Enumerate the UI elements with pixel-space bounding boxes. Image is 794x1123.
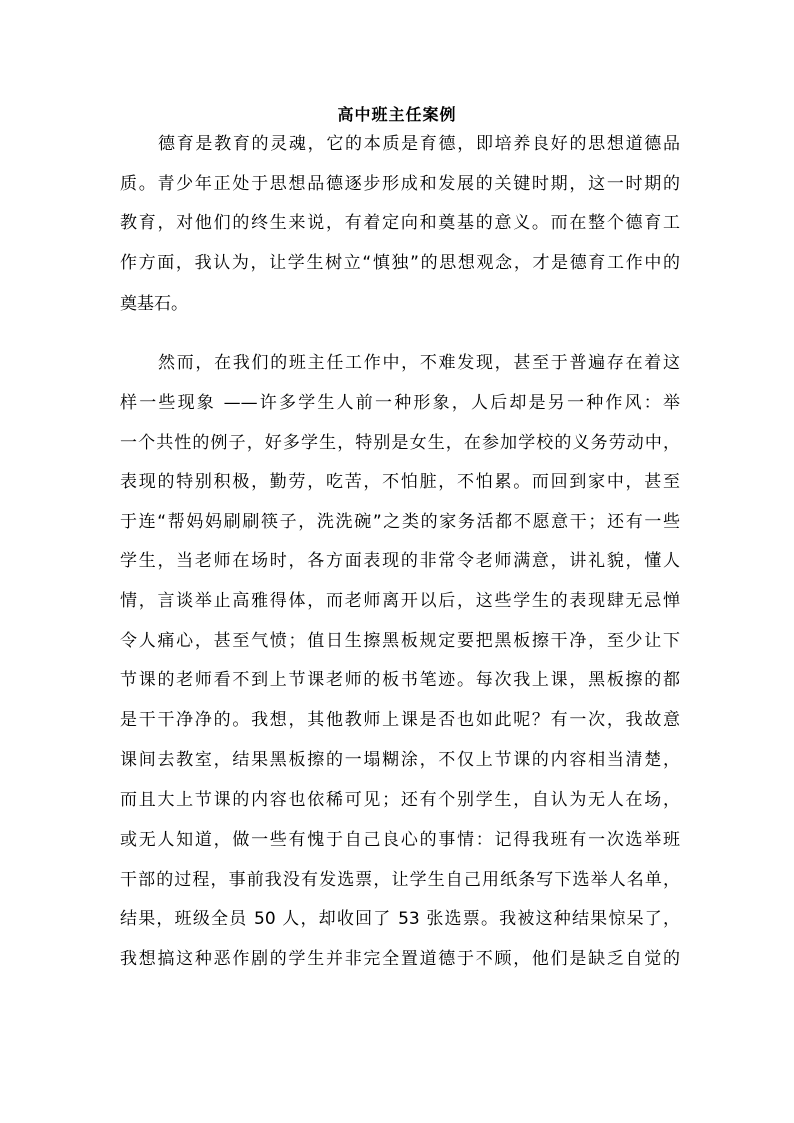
document-title: 高中班主任案例: [337, 105, 457, 124]
paragraph-2-line-5: 于连“帮妈妈刷刷筷子，洗洗碗”之类的家务活都不愿意干；还有一些: [120, 512, 680, 532]
paragraph-2-line-3: 一个共性的例子，好多学生，特别是女生，在参加学校的义务劳动中，: [120, 433, 680, 453]
paragraph-2-line-11: 课间去教室，结果黑板擦的一塌糊涂，不仅上节课的内容相当清楚，: [120, 750, 680, 770]
paragraph-2-line-13: 或无人知道，做一些有愧于自己良心的事情：记得我班有一次选举班: [120, 830, 680, 850]
paragraph-2-line-2: 样一些现象 ——许多学生人前一种形象，人后却是另一种作风：举: [120, 393, 680, 413]
paragraph-1-line-3: 教育，对他们的终生来说，有着定向和奠基的意义。而在整个德育工: [120, 213, 680, 233]
paragraph-2-line-8: 令人痛心，甚至气愤；值日生擦黑板规定要把黑板擦干净，至少让下: [120, 631, 680, 651]
paragraph-2-line-16: 我想搞这种恶作剧的学生并非完全置道德于不顾，他们是缺乏自觉的: [120, 949, 680, 969]
paragraph-1-line-4: 作方面，我认为，让学生树立“慎独”的思想观念，才是德育工作中的: [120, 253, 680, 273]
paragraph-2-line-6: 学生，当老师在场时，各方面表现的非常令老师满意，讲礼貌，懂人: [120, 551, 680, 571]
paragraph-2-line-14: 干部的过程，事前我没有发选票，让学生自己用纸条写下选举人名单，: [120, 870, 680, 890]
paragraph-2-line-4: 表现的特别积极，勤劳，吃苦，不怕脏，不怕累。而回到家中，甚至: [120, 472, 680, 492]
paragraph-1-line-5: 奠基石。: [120, 294, 188, 314]
paragraph-2-line-12: 而且大上节课的内容也依稀可见；还有个别学生，自认为无人在场，: [120, 790, 680, 810]
paragraph-2-line-9: 节课的老师看不到上节课老师的板书笔迹。每次我上课，黑板擦的都: [120, 670, 680, 690]
paragraph-2-line-10: 是干干净净的。我想，其他教师上课是否也如此呢？有一次，我故意: [120, 710, 680, 730]
paragraph-1-line-1: 德育是教育的灵魂，它的本质是育德，即培养良好的思想道德品: [158, 134, 680, 154]
paragraph-2-line-7: 情，言谈举止高雅得体，而老师离开以后，这些学生的表现肆无忌惮: [120, 591, 680, 611]
paragraph-1-line-2: 质。青少年正处于思想品德逐步形成和发展的关键时期，这一时期的: [120, 174, 680, 194]
paragraph-2-line-1: 然而，在我们的班主任工作中，不难发现，甚至于普遍存在着这: [158, 353, 680, 373]
paragraph-2-line-15: 结果，班级全员 50 人，却收回了 53 张选票。我被这种结果惊呆了，: [120, 909, 680, 929]
